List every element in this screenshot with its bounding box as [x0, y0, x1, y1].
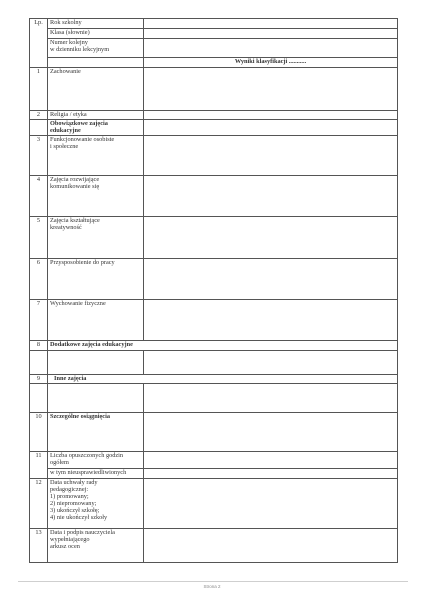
result-cell: [144, 111, 398, 120]
row-behavior: [30, 68, 398, 111]
class-label: Klasa (słownie): [48, 29, 144, 39]
section-label: Dodatkowe zajęcia edukacyjne: [48, 341, 398, 351]
blank-cell: [48, 384, 144, 413]
row-number: 13: [30, 529, 48, 563]
row-number: 12: [30, 479, 48, 529]
result-cell: [144, 469, 398, 479]
blank-cell: [48, 351, 144, 375]
row-achievements: [30, 413, 398, 452]
journal-number-label: Numer kolejny w dzienniku lekcyjnym: [48, 39, 144, 58]
school-year-value: [144, 19, 398, 29]
result-cell: [144, 176, 398, 217]
header-row-results: [30, 58, 398, 68]
row-number: 3: [30, 136, 48, 176]
row-label: Zajęcia kształtujące kreatywność: [48, 217, 144, 259]
row-number: 9: [30, 375, 48, 384]
row-label: Szczególne osiągnięcia: [48, 413, 144, 452]
result-cell: [144, 259, 398, 300]
result-cell: [144, 68, 398, 111]
row-label: Funkcjonowanie osobiste i społeczne: [48, 136, 144, 176]
row-label: Data i podpis nauczyciela wypełniającego arkusz ocen: [48, 529, 144, 563]
result-cell: [144, 300, 398, 341]
row-number: 5: [30, 217, 48, 259]
row-religion: [30, 111, 398, 120]
row-other-header: [30, 375, 398, 384]
row-number: 4: [30, 176, 48, 217]
row-label: w tym nieusprawiedliwionych: [48, 469, 144, 479]
header-row-journal-number: [30, 39, 398, 58]
classification-table: [29, 18, 398, 563]
section-label: Inne zajęcia: [48, 375, 398, 384]
lp-header-cell: Lp.: [30, 19, 48, 68]
row-label: Przysposobienie do pracy: [48, 259, 144, 300]
page-number: Strona 2: [203, 584, 221, 589]
journal-number-value: [144, 39, 398, 58]
row-physical-education: [30, 300, 398, 341]
blank-cell: [30, 384, 48, 413]
result-cell: [144, 452, 398, 469]
row-number: 6: [30, 259, 48, 300]
row-unexcused-absences: [30, 469, 398, 479]
class-value: [144, 29, 398, 39]
row-teacher-signature: [30, 529, 398, 563]
row-number: 1: [30, 68, 48, 111]
header-row-class: [30, 29, 398, 39]
section-label: Obowiązkowe zajęcia edukacyjne: [48, 120, 144, 136]
result-cell: [144, 529, 398, 563]
row-number: 7: [30, 300, 48, 341]
row-number: 10: [30, 413, 48, 452]
school-year-label: Rok szkolny: [48, 19, 144, 29]
result-cell: [144, 413, 398, 452]
result-cell: [144, 384, 398, 413]
row-label: Liczba opuszczonych godzin ogółem: [48, 452, 144, 469]
row-absences: [30, 452, 398, 469]
row-label: Data uchwały rady pedagogicznej: 1) promowany; 2) niepromowany; 3) ukończył szkołę; 4) nie ukończył szkoły: [48, 479, 144, 529]
blank-cell: [30, 351, 48, 375]
result-cell: [144, 217, 398, 259]
result-cell: [144, 120, 398, 136]
row-number: 8: [30, 341, 48, 351]
row-label: Zajęcia rozwijające komunikowanie się: [48, 176, 144, 217]
row-number: [30, 120, 48, 136]
row-number: 2: [30, 111, 48, 120]
result-cell: [144, 136, 398, 176]
row-work-preparation: [30, 259, 398, 300]
footer-divider: [18, 581, 408, 582]
row-other-body: [30, 384, 398, 413]
row-label: Religia / etyka: [48, 111, 144, 120]
results-blank-cell: [48, 58, 144, 68]
row-additional-body: [30, 351, 398, 375]
result-cell: [144, 351, 398, 375]
row-label: Zachowanie: [48, 68, 144, 111]
row-personal-functioning: [30, 136, 398, 176]
result-cell: [144, 479, 398, 529]
header-row-school-year: [30, 19, 398, 29]
row-creativity: [30, 217, 398, 259]
row-additional-header: [30, 341, 398, 351]
row-mandatory-header: [30, 120, 398, 136]
row-communication: [30, 176, 398, 217]
results-title: Wyniki klasyfikacji ...........: [144, 58, 398, 68]
row-council-resolution: [30, 479, 398, 529]
row-number: 11: [30, 452, 48, 479]
row-label: Wychowanie fizyczne: [48, 300, 144, 341]
